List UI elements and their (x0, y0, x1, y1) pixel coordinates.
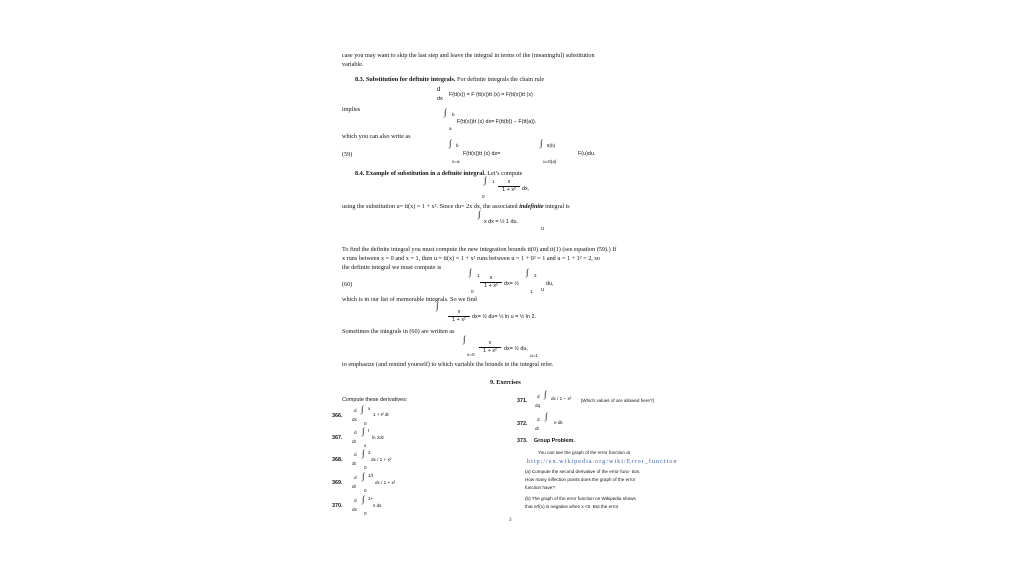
derivative-ds: ds (352, 507, 357, 512)
error-function-link[interactable]: http://en.wikipedia.org/wiki/Error_function (527, 458, 678, 465)
exercise-371-number: 371. (517, 398, 528, 404)
integral-sign: ∫ (362, 448, 365, 458)
fraction-numerator: x (488, 340, 492, 346)
integral-sign: ∫ (544, 389, 547, 399)
integral-sign: ∫ (540, 138, 543, 148)
exercise-373a-line-3: function have? (525, 485, 555, 490)
bounds-paragraph-line-1: To find the definite integral you must compute the new integration bounds tt(0) and tt(1) (see equation (59).) If (342, 246, 617, 253)
integral-lower: 1 (530, 289, 533, 294)
integral-sign: ∫ (463, 334, 466, 344)
integral-upper: b (456, 143, 459, 148)
integral-lower: 0 (364, 488, 367, 493)
integral-sign: ∫ (526, 267, 529, 277)
result-equation: dx= ½ du= ½ ln u = ½ ln 2. (472, 314, 536, 320)
chain-rule-dx: dx (437, 96, 443, 102)
section-8-4-heading-line (355, 170, 522, 178)
derivative-d: d (354, 408, 357, 413)
derivative-dt: dt (352, 439, 356, 444)
integral-sign: ∫ (469, 267, 472, 277)
memorable-text: which is in our list of memorable integrals. So we find (342, 296, 477, 303)
example-dx: dx, (522, 186, 530, 192)
exercise-370-expression: s ds (373, 503, 382, 508)
exercise-369-number: 369. (332, 480, 343, 486)
exercise-373-title: Group Problem. (534, 438, 575, 444)
integral-sign: ∫ (449, 138, 452, 148)
derivative-d: d (354, 498, 357, 503)
integral-lower: a (449, 126, 452, 131)
eq-59-right: F(u)du. (578, 151, 596, 157)
section-8-4-text: Let’s compute (487, 170, 523, 177)
exercises-heading: 9. Exercises (490, 379, 521, 386)
integral-upper: b (452, 112, 455, 117)
eq-60-number: (60) (342, 281, 353, 288)
bounds-paragraph-line-3: the definite integral we must compute is (342, 264, 442, 271)
integral-lower: 0 (482, 194, 485, 199)
compute-instruction: Compute these derivatives: (342, 397, 408, 403)
integral-is-text: integral is (545, 203, 570, 210)
integral-upper: 2 (534, 273, 537, 278)
fraction-numerator: x (489, 275, 493, 281)
exercise-371-note: [Which values of are allowed here?] (581, 398, 654, 403)
fraction-numerator: x (507, 179, 511, 185)
integral-sign: ∫ (444, 107, 447, 117)
exercise-369-expression: dx / 1 + x² (375, 480, 396, 485)
eq-59-left: F(tt(x))tt (x) dx= (463, 151, 501, 157)
integral-upper: x (368, 406, 371, 411)
exercise-373-text: You can see the graph of the error function at (538, 450, 631, 455)
eq-60-fraction (480, 275, 502, 290)
exercise-367-expression: ln zdz (372, 435, 385, 440)
fraction-denominator: 1 + x² (498, 186, 520, 194)
derivative-d: d (354, 452, 357, 457)
indefinite-u: u (541, 226, 544, 232)
implies-text: implies (342, 106, 361, 113)
result-fraction (448, 309, 470, 324)
eq-59-number: (59) (342, 151, 353, 158)
derivative-dt: dt (535, 426, 539, 431)
integral-upper: 1 (492, 179, 495, 184)
chain-rule-d: d (437, 86, 441, 93)
derivative-dt: dt (352, 484, 356, 489)
integral-lower: 0 (471, 289, 474, 294)
exercise-373b-line-1: (b) The graph of the error function on Wikipedia shows (525, 496, 636, 501)
derivative-dq: dq (535, 403, 541, 408)
integral-upper: t (368, 428, 370, 433)
exercise-371-expression: dx / 1 − x² (551, 396, 572, 401)
exercise-373-number: 373. (517, 438, 528, 444)
integral-sign: ∫ (362, 426, 365, 436)
exercise-366-expression: 1 + t² dt (373, 412, 389, 417)
eq-62-fraction (479, 340, 501, 355)
integral-sign: ∫ (545, 411, 548, 421)
integral-sign: ∫ (484, 175, 487, 185)
integral-lower: 0 (364, 421, 367, 426)
derivative-d: d (537, 394, 540, 399)
integral-sign: ∫ (361, 404, 364, 414)
derivative-d: d (537, 417, 540, 422)
integral-sign: ∫ (478, 209, 481, 219)
intro-line-2: variable. (342, 61, 364, 68)
integral-upper: 1/t (368, 473, 374, 478)
integral-upper: 2 (368, 450, 371, 455)
integral-lower: u=1 (530, 353, 538, 358)
substitution-text: using the substitution u= tt(x) = 1 + x². Since du= 2x dx, the associated (342, 203, 518, 210)
section-8-3-heading: 8.3. Substitution for deftnite integrals. (355, 76, 456, 83)
fraction-denominator: 1 + x² (480, 282, 502, 290)
integral-upper: 1+ (368, 496, 374, 501)
intro-line-1: case you may want to skip the last step and leave the integral in terms of the (meaningful) substitution (342, 52, 595, 59)
integral-sign: ∫ (362, 471, 365, 481)
eq-60-du: du, (546, 281, 554, 287)
integral-lower: x=a (452, 159, 460, 164)
derivative-dt: dt (352, 461, 356, 466)
substitution-line (342, 203, 570, 211)
emphasize-text: to emphasize (and remind yourself) to which variable the bounds in the integral refer. (342, 361, 554, 368)
exercise-370-number: 370. (332, 503, 343, 509)
exercise-373a-line-1: (a) Compute the second derivative of the error func- tion. (525, 469, 641, 474)
example-fraction (498, 179, 520, 194)
integral-sign: ∫ (436, 301, 439, 311)
integral-lower: 0 (364, 465, 367, 470)
derivative-d: d (354, 430, 357, 435)
derivative-d: d (354, 475, 357, 480)
bounds-paragraph-line-2: x runs between x = 0 and x = 1, then u = tt(x) = 1 + x² runs between u = 1 + 0² = 1 and u = 1 + 1² = 2, so (342, 255, 600, 262)
fraction-denominator: 1 + x² (448, 316, 470, 324)
exercise-373a-line-2: How many inflection points does the graph of the error (525, 477, 636, 482)
fraction-denominator: 1 + x² (479, 347, 501, 355)
sometimes-text: Sometimes the integrals in (60) are written as (342, 328, 455, 335)
derivative-dx: dx (352, 417, 357, 422)
integral-upper: tt(b) (547, 143, 556, 148)
page-number: 3 (509, 518, 512, 523)
chain-rule-equation: F(tt(x)) = F (tt(x))tt (x) = F(tt(x))tt (x) (449, 92, 533, 98)
exercise-366-number: 366. (332, 413, 343, 419)
exercise-372-number: 372. (517, 421, 528, 427)
exercise-373b-line-2: that erf(x) is negative when x <0. But the error (525, 504, 619, 509)
ftc-equation: F(tt(x))tt (x) dx= F(tt(b)) − F(tt(a)). (457, 119, 537, 125)
integral-upper: 1 (477, 273, 480, 278)
indefinite-equation: x dx = ½ 1 du. (484, 219, 519, 225)
integral-lower: u=tt(a) (543, 159, 557, 164)
exercise-367-number: 367. (332, 435, 343, 441)
indefinite-word: indefinite (519, 203, 544, 210)
integral-lower: 0 (364, 511, 367, 516)
section-8-3-text: For definite integrals the chain rule (456, 76, 545, 83)
fraction-numerator: x (457, 309, 461, 315)
integral-sign: ∫ (362, 494, 365, 504)
eq-62-body: dx= ½ du, (504, 346, 528, 352)
eq-60-u: u (541, 287, 544, 293)
exercise-368-expression: dx / 1 + x² (371, 457, 392, 462)
integral-lower: x (364, 443, 367, 448)
eq-60-middle: dx= ½ (504, 281, 519, 287)
exercise-372-expression: e dk (554, 420, 563, 425)
section-8-3-heading-line (355, 76, 544, 84)
exercise-368-number: 368. (332, 457, 343, 463)
section-8-4-heading: 8.4. Example of substitution in a deftnite integral. (355, 170, 486, 177)
integral-lower: x=0 (467, 352, 475, 357)
which-text: which you can also write as (342, 133, 411, 140)
